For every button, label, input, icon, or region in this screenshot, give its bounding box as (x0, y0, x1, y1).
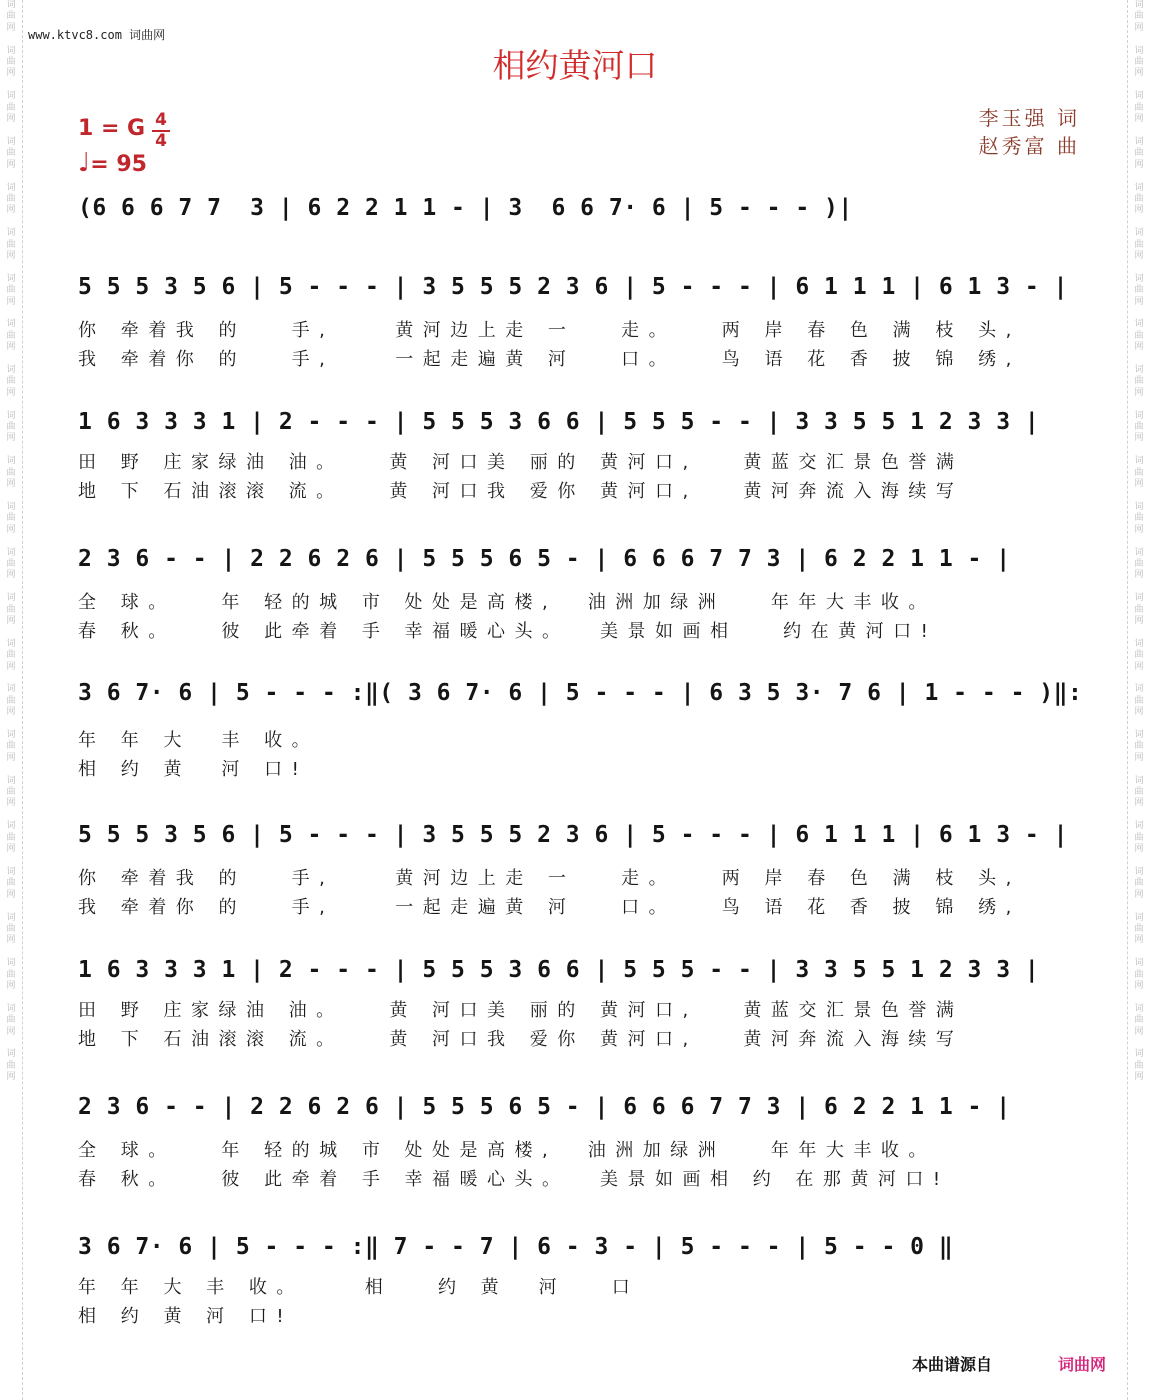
lyric-verse-2: 我 牵着你 的 手, 一起走遍黄 河 口。 鸟 语 花 香 披 锦 绣, (78, 349, 1021, 370)
staff-notes: 3 6 7· 6 | 5 - - - :‖ 7 - - 7 | 6 - 3 - | 5 - - - | 5 - - 0 ‖ (78, 1234, 954, 1260)
left-watermark-strip: 词 曲 网 词 曲 网 词 曲 网 词 曲 网 词 曲 网 词 曲 网 词 曲 网 词 曲 网 词 曲 网 词 曲 网 词 曲 网 词 曲 网 词 曲 网 词 曲 网 词 曲 网 词 曲 网 词 曲 网 词 曲 网 词 曲 网 词 曲 网 词 曲 网 词 曲 网 词 曲 网 词 曲 网 (0, 0, 23, 1400)
lyric-verse-1: 全 球。 年 轻的城 市 处处是高楼, 油洲加绿洲 年年大丰收。 (78, 592, 936, 613)
lyric-verse-1: 你 牵着我 的 手, 黄河边上走 一 走。 两 岸 春 色 满 枝 头, (78, 320, 1021, 341)
lyric-verse-2: 地 下 石油滚滚 流。 黄 河口我 爱你 黄河口, 黄河奔流入海续写 (78, 1029, 964, 1050)
footer-brand-link[interactable]: 词曲网 (1058, 1355, 1107, 1374)
lyric-verse-2: 地 下 石油滚滚 流。 黄 河口我 爱你 黄河口, 黄河奔流入海续写 (78, 481, 964, 502)
lyricist-credit: 李玉强 词 (978, 106, 1080, 130)
key-signature: 1 = G (78, 116, 146, 141)
lyric-verse-1: 全 球。 年 轻的城 市 处处是高楼, 油洲加绿洲 年年大丰收。 (78, 1140, 936, 1161)
lyric-verse-1: 你 牵着我 的 手, 黄河边上走 一 走。 两 岸 春 色 满 枝 头, (78, 868, 1021, 889)
staff-notes: 5 5 5 3 5 6 | 5 - - - | 3 5 5 5 2 3 6 | 5 - - - | 6 1 1 1 | 6 1 3 - | (78, 822, 1068, 848)
composer-credit: 赵秀富 曲 (978, 134, 1080, 158)
quarter-note-icon: ♩ (78, 148, 91, 178)
staff-notes: (6 6 6 7 7 3 | 6 2 2 1 1 - | 3 6 6 7· 6 | 5 - - - )| (78, 195, 853, 221)
site-url-label: www.ktvc8.com 词曲网 (28, 28, 166, 42)
time-signature (152, 112, 170, 150)
time-signature-bottom: 4 (155, 131, 167, 151)
tempo-marking (78, 148, 147, 178)
lyric-verse-2: 春 秋。 彼 此牵着 手 幸福暖心头。 美景如画相 约在黄河口! (78, 621, 938, 642)
right-watermark-strip: 词 曲 网 词 曲 网 词 曲 网 词 曲 网 词 曲 网 词 曲 网 词 曲 网 词 曲 网 词 曲 网 词 曲 网 词 曲 网 词 曲 网 词 曲 网 词 曲 网 词 曲 网 词 曲 网 词 曲 网 词 曲 网 词 曲 网 词 曲 网 词 曲 网 词 曲 网 词 曲 网 词 曲 网 (1127, 0, 1150, 1400)
footer-source-label: 本曲谱源自 (912, 1355, 993, 1374)
song-title: 相约黄河口 (492, 46, 658, 85)
lyric-verse-2: 春 秋。 彼 此牵着 手 幸福暖心头。 美景如画相 约 在那黄河口! (78, 1169, 950, 1190)
staff-notes: 3 6 7· 6 | 5 - - - :‖( 3 6 7· 6 | 5 - - - | 6 3 5 3· 7 6 | 1 - - - )‖: (78, 680, 1083, 706)
lyric-verse-1: 田 野 庄家绿油 油。 黄 河口美 丽的 黄河口, 黄蓝交汇景色誉满 (78, 452, 964, 473)
staff-notes: 1 6 3 3 3 1 | 2 - - - | 5 5 5 3 6 6 | 5 5 5 - - | 3 3 5 5 1 2 3 3 | (78, 957, 1040, 983)
tempo-value: = 95 (90, 152, 147, 177)
lyric-verse-1: 年 年 大 丰 收。 (78, 730, 320, 751)
lyric-verse-1: 年 年 大 丰 收。 相 约 黄 河 口 (78, 1277, 640, 1298)
staff-notes: 1 6 3 3 3 1 | 2 - - - | 5 5 5 3 6 6 | 5 5 5 - - | 3 3 5 5 1 2 3 3 | (78, 409, 1040, 435)
lyric-verse-2: 我 牵着你 的 手, 一起走遍黄 河 口。 鸟 语 花 香 披 锦 绣, (78, 897, 1021, 918)
lyric-verse-1: 田 野 庄家绿油 油。 黄 河口美 丽的 黄河口, 黄蓝交汇景色誉满 (78, 1000, 964, 1021)
time-signature-top: 4 (155, 110, 167, 130)
staff-notes: 5 5 5 3 5 6 | 5 - - - | 3 5 5 5 2 3 6 | 5 - - - | 6 1 1 1 | 6 1 3 - | (78, 274, 1068, 300)
staff-notes: 2 3 6 - - | 2 2 6 2 6 | 5 5 5 6 5 - | 6 6 6 7 7 3 | 6 2 2 1 1 - | (78, 546, 1011, 572)
staff-notes: 2 3 6 - - | 2 2 6 2 6 | 5 5 5 6 5 - | 6 6 6 7 7 3 | 6 2 2 1 1 - | (78, 1094, 1011, 1120)
lyric-verse-2: 相 约 黄 河 口! (78, 759, 309, 780)
lyric-verse-2: 相 约 黄 河 口! (78, 1306, 294, 1327)
